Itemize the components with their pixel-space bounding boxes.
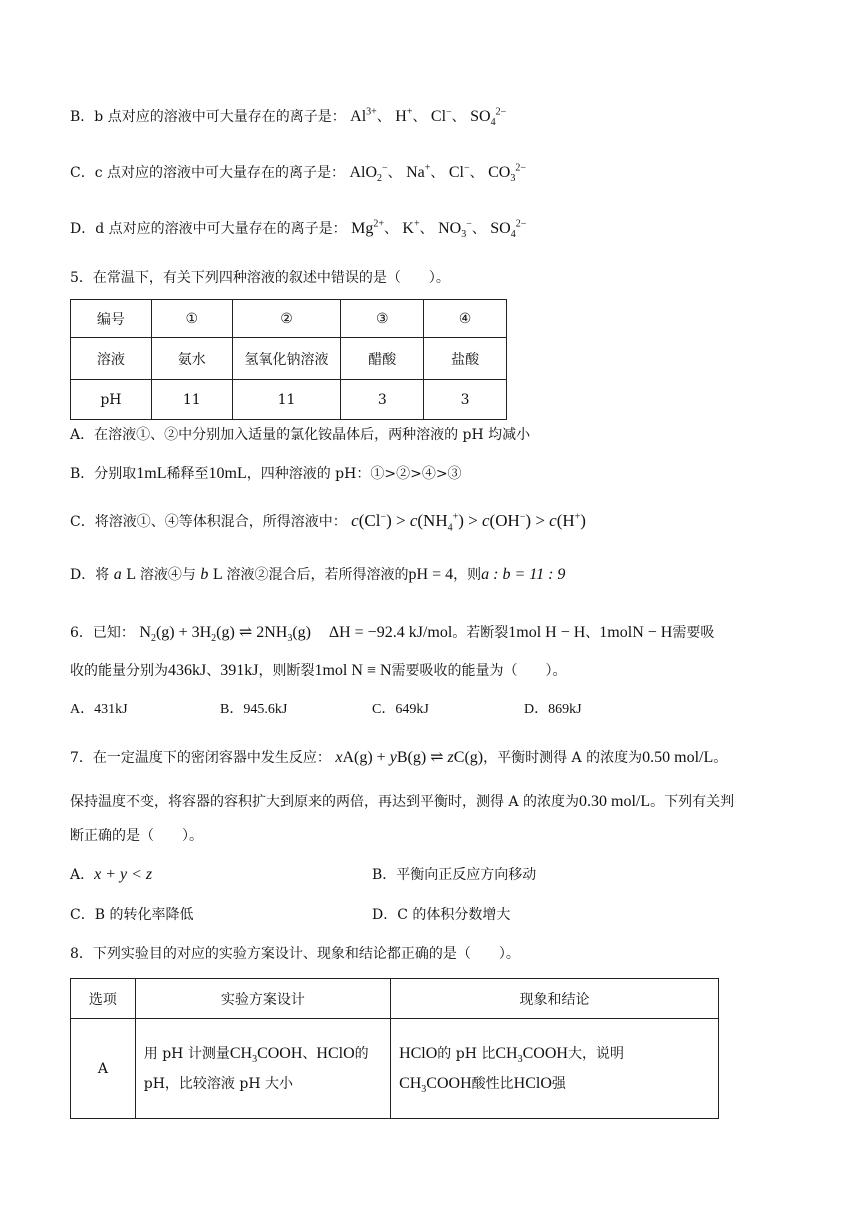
q7-option-b: B．平衡向正反应方向移动 xyxy=(372,867,537,883)
q8-stem: 8．下列实验目的对应的实验方案设计、现象和结论都正确的是（ ）。 xyxy=(70,946,520,962)
q6-equation: $N_2(g) + 3H_2(g)$ ⇌ $2NH_3(g)$ xyxy=(139,624,311,645)
ion-al3plus: $Al^{3+}$ xyxy=(350,106,377,125)
q6-option-b: B．945.6kJ xyxy=(220,702,288,717)
q8-result-cell: HClO的 pH 比$CH_3COOH$大，说明 $CH_3COOH$酸性比HClO强 xyxy=(391,1019,719,1119)
q7-line2: 保持温度不变，将容器的容积扩大到原来的两倍，再达到平衡时，测得 A 的浓度为0.30 mol/L。下列有关判 xyxy=(70,793,735,810)
ion-clminus: Cl− xyxy=(448,162,470,181)
q6-option-c: C．649kJ xyxy=(372,702,429,717)
ion-hplus: H+ xyxy=(395,106,413,125)
q7-option-d: D．C 的体积分数增大 xyxy=(372,907,511,923)
ion-co3: $CO_3^{2-}$ xyxy=(488,162,526,185)
q7-line3: 断正确的是（ ）。 xyxy=(70,828,203,844)
q5-table xyxy=(70,299,507,420)
q4-option-c: C．c 点对应的溶液中可大量存在的离子是： AlO$_2$−、 Na+、 Cl−、 $CO_3^{2-}$ xyxy=(70,162,526,185)
ion-so4: $SO_4^{2-}$ xyxy=(470,106,507,129)
q6-line1: 6．已知： $N_2(g) + 3H_2(g)$ ⇌ $2NH_3(g)$ ΔH = −92.4 kJ/mol。若断裂1mol H − H、1molN − H需要吸 xyxy=(70,624,715,645)
concentration-inequality: $c(Cl^-) > c(NH_4^+) > c(OH^-) > c(H^+)$ xyxy=(351,511,586,534)
table-row: pH 11 11 3 3 xyxy=(71,380,507,420)
q4-option-b: B．b 点对应的溶液中可大量存在的离子是： $Al^{3+}$、 H+、 Cl−、 $SO_4^{2-}$ xyxy=(70,106,507,129)
ion-naplus: Na+ xyxy=(406,162,431,181)
q6-line2: 收的能量分别为436kJ、391kJ，则断裂1mol N ≡ N需要吸收的能量为（ ）。 xyxy=(70,662,567,679)
ion-no3: $NO_3^-$ xyxy=(438,218,472,241)
q8-design-cell: 用 pH 计测量$CH_3COOH$、HClO的 pH，比较溶液 pH 大小 xyxy=(135,1019,390,1119)
ion-kplus: K+ xyxy=(402,218,420,237)
q7-option-c: C．B 的转化率降低 xyxy=(70,907,194,923)
q6-option-d: D．869kJ xyxy=(524,702,582,717)
table-row: A 用 pH 计测量$CH_3COOH$、HClO的 pH，比较溶液 pH 大小 HClO的 pH 比$CH_3COOH$大，说明 $CH_3COOH$酸性比HClO强 xyxy=(71,1019,719,1119)
ion-mg2plus: $Mg^{2+}$ xyxy=(351,218,384,237)
q5-option-d: D．将 a L 溶液④与 b L 溶液②混合后，若所得溶液的pH = 4，则a : b = 11 : 9 xyxy=(70,566,566,583)
q7-equation: xA(g) + yB(g) ⇌ zC(g) xyxy=(335,749,484,766)
table-row: 溶液 氨水 氢氧化钠溶液 醋酸 盐酸 xyxy=(71,338,507,380)
q5-option-a: A．在溶液①、②中分别加入适量的氯化铵晶体后，两种溶液的 pH 均减小 xyxy=(70,427,531,443)
q5-option-c: C．将溶液①、④等体积混合，所得溶液中： $c(Cl^-) > c(NH_4^+) > c(OH^-) > c(H^+)$ xyxy=(70,511,586,534)
ion-alo2: AlO$_2$− xyxy=(349,162,388,185)
q7-line1: 7．在一定温度下的密闭容器中发生反应： xA(g) + yB(g) ⇌ zC(g)，平衡时测得 A 的浓度为0.50 mol/L。 xyxy=(70,749,728,766)
q5-stem: 5．在常温下，有关下列四种溶液的叙述中错误的是（ ）。 xyxy=(70,270,450,286)
q4-option-d: D．d 点对应的溶液中可大量存在的离子是： $Mg^{2+}$、 K+、 $NO_3^-$、 $SO_4^{2-}$ xyxy=(70,218,527,241)
q7-option-a: A．x + y < z xyxy=(70,866,153,883)
q8-table xyxy=(70,978,719,1119)
q6-option-a: A．431kJ xyxy=(70,702,128,717)
table-row: 选项 实验方案设计 现象和结论 xyxy=(71,979,719,1019)
ion-clminus: Cl− xyxy=(430,106,452,125)
ion-so4: $SO_4^{2-}$ xyxy=(490,218,527,241)
table-row: 编号 ① ② ③ ④ xyxy=(71,300,507,338)
q5-option-b: B．分别取1mL稀释至10mL，四种溶液的 pH：①>②>④>③ xyxy=(70,465,462,482)
